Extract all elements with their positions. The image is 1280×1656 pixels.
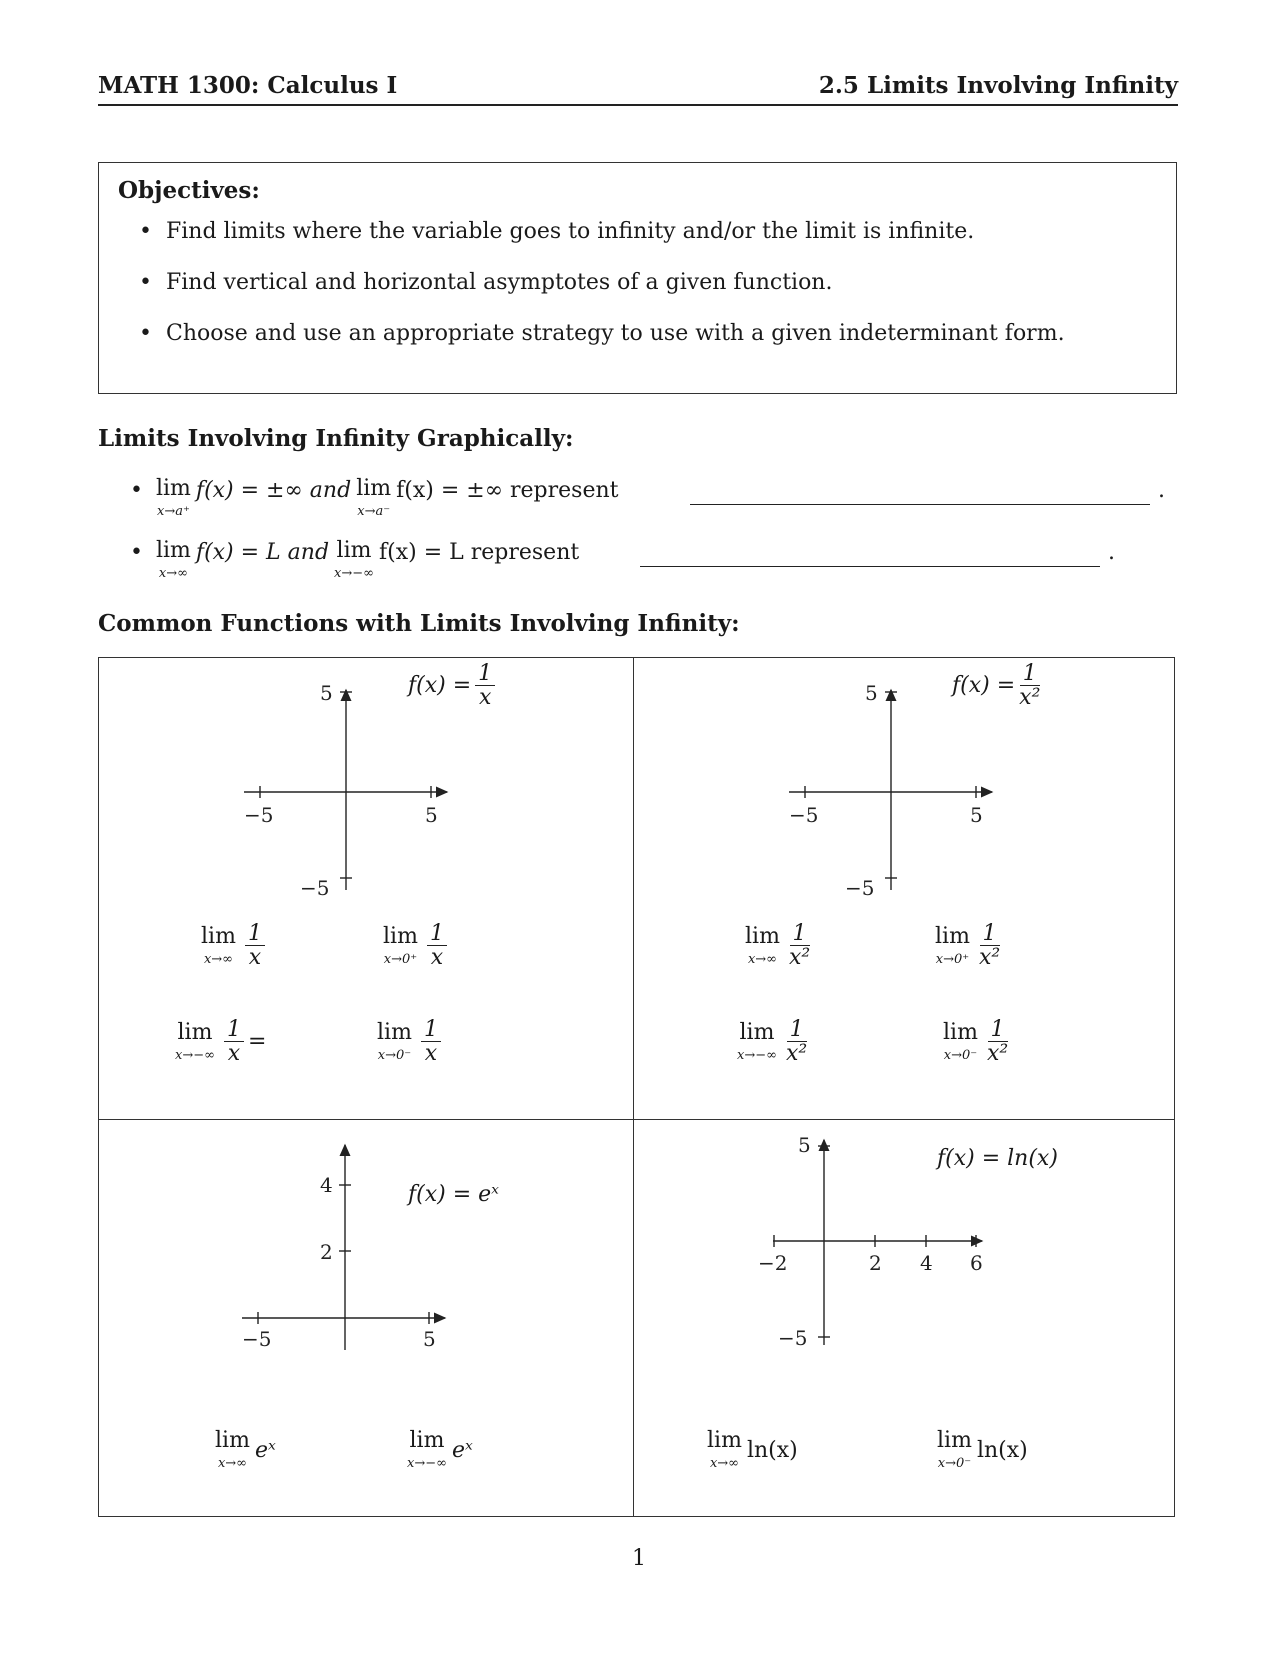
tick-label: 5 <box>320 681 333 705</box>
function-label-exp: f(x) = eˣ <box>408 1182 499 1207</box>
limit-1x-0plus: lim x→0⁺ $\frac{1}{x}$ <box>378 922 451 969</box>
tick-label: −5 <box>244 803 274 827</box>
graphical-heading: Limits Involving Infinity Graphically: <box>98 425 574 452</box>
tick-label: 5 <box>798 1133 811 1157</box>
limit-1x2-0plus: lim x→0⁺ $\frac{1}{\text{x²}}$ <box>935 921 1001 971</box>
bullet-text: f(x) = L represent <box>378 540 580 565</box>
common-functions-heading: Common Functions with Limits Involving Infinity: <box>98 610 740 637</box>
graph-3-axes <box>242 1145 445 1350</box>
bullet-text: f(x) = ±∞ and <box>195 478 352 503</box>
limit-1x-inf: lim x→∞ $\frac{1}{x}$ <box>196 922 269 969</box>
tick-label: 6 <box>970 1251 983 1275</box>
graph-2-axes <box>789 690 992 890</box>
tick-label: 4 <box>320 1173 333 1197</box>
limit-1x-neginf: lim x→−∞ $\frac{1}{x}$ = <box>175 1017 267 1067</box>
limit-1x2-inf: lim x→∞ $\frac{1}{\text{x²}}$ <box>745 921 811 971</box>
limit-expression: lim x→a⁺ <box>155 476 191 519</box>
graphical-bullet-1: • lim x→a⁺ f(x) = ±∞ and lim x→a⁻ f(x) = ±∞ represent <box>130 476 619 519</box>
tick-label: 2 <box>320 1240 333 1264</box>
bullet-text: f(x) = L and <box>195 540 330 565</box>
function-label-1-over-x: f(x) = $\frac{1}{x}$ <box>408 662 499 709</box>
tick-label: 5 <box>423 1327 436 1351</box>
tick-label: 4 <box>920 1251 933 1275</box>
tick-label: −5 <box>778 1326 808 1350</box>
limit-expression: lim x→a⁻ <box>356 476 392 519</box>
bullet-text: f(x) = ±∞ represent <box>396 478 619 503</box>
objective-item: • Find vertical and horizontal asymptotes of a given function. <box>139 270 1065 321</box>
section-title: 2.5 Limits Involving Infinity <box>818 72 1178 99</box>
limit-1x2-0minus: lim x→0⁻ $\frac{1}{\text{x²}}$ <box>943 1017 1009 1067</box>
objective-item: • Find limits where the variable goes to infinity and/or the limit is infinite. <box>139 219 1065 270</box>
limit-1x2-neginf: lim x→−∞ $\frac{1}{\text{x²}}$ <box>737 1017 808 1067</box>
objectives-title: Objectives: <box>118 177 260 204</box>
limit-exp-inf: lim x→∞ eˣ <box>215 1428 276 1471</box>
tick-label: −5 <box>789 803 819 827</box>
limit-1x-0minus: lim x→0⁻ $\frac{1}{x}$ <box>372 1018 445 1065</box>
tick-label: 2 <box>869 1251 882 1275</box>
tick-label: −2 <box>758 1251 788 1275</box>
page-number: 1 <box>632 1546 646 1571</box>
limit-ln-0minus: lim x→0⁻ ln(x) <box>937 1428 1028 1471</box>
course-title: MATH 1300: Calculus I <box>98 72 398 99</box>
graphical-bullet-2: • lim x→∞ f(x) = L and lim x→−∞ f(x) = L represent <box>130 538 580 581</box>
tick-label: 5 <box>865 681 878 705</box>
graph-1-axes <box>244 690 447 890</box>
limit-expression: lim x→−∞ <box>334 538 374 581</box>
tick-label: −5 <box>845 876 875 900</box>
tick-label: 5 <box>425 803 438 827</box>
tick-label: −5 <box>300 876 330 900</box>
objective-item: • Choose and use an appropriate strategy to use with a given indeterminant form. <box>139 321 1065 372</box>
limit-expression: lim x→∞ <box>155 538 191 581</box>
tick-label: −5 <box>242 1327 272 1351</box>
limit-ln-inf: lim x→∞ ln(x) <box>707 1428 798 1471</box>
tick-label: 5 <box>970 803 983 827</box>
function-label-ln: f(x) = ln(x) <box>937 1146 1058 1171</box>
limit-exp-neginf: lim x→−∞ eˣ <box>407 1428 473 1471</box>
function-label-1-over-x-squared: f(x) = $\frac{1}{\text{x²}}$ <box>952 661 1041 711</box>
